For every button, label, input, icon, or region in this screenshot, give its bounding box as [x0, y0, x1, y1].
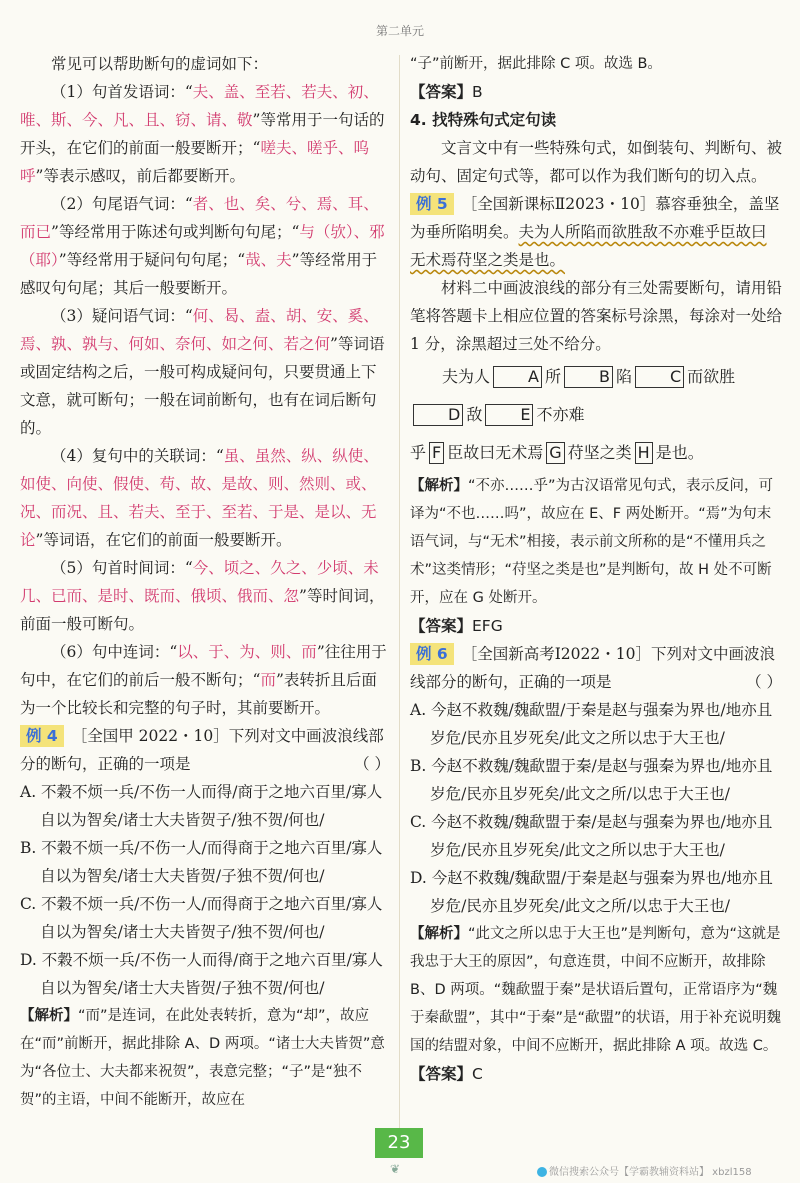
item-text: ”往往用于句中，在它们的前后一般不断句；“	[20, 643, 387, 689]
analysis-continued: “子”前断开，据此排除 C 项。故选 B。	[410, 56, 662, 72]
answer-value: EFG	[472, 617, 503, 635]
highlighted-words: 者、也、矣、兮、焉、耳、而已	[20, 195, 379, 241]
sentence-fragment: 乎	[410, 443, 427, 462]
wavy-underlined-text: 夫为人所陷而欲胜敌不亦难乎臣故曰无术焉苻坚之类是也。	[410, 223, 767, 269]
boxed-sentence-line-1	[410, 358, 782, 434]
option-a: A. 不穀不烦一兵/不伤一人而得/商于之地六百里/寡人自以为智矣/诸士大夫皆贺子/独不贺/何也/	[20, 783, 383, 829]
item-text: ”等常用于一句话的开头，在它们的前面一般要断开；“	[20, 111, 385, 157]
item-text: ”等表示感叹，前后都要断开。	[35, 167, 245, 185]
sentence-fragment: 臣故曰无术焉	[447, 443, 544, 462]
sentence-fragment: 是也。	[655, 443, 704, 462]
option-box-d: D	[413, 404, 463, 426]
sentence-fragment: 陷	[615, 367, 632, 386]
sentence-fragment: 夫为人	[442, 367, 491, 386]
option-box-b: B	[564, 366, 613, 388]
analysis-text: “此文之所以忠于大王也”是判断句，意为“这就是我忠于大王的原因”，句意连贯，中间不应断开，故排除 B、D 两项。“魏歃盟于秦”是状语后置句，正常语序为“魏于秦歃盟”，其中“于秦”是“歃盟”的状语，用于补充说明魏国的结盟对象，中间不应断开，据此排除 A 项。故选 C。	[410, 926, 782, 1054]
answer-6	[410, 1060, 782, 1088]
analysis-label: 【解析】	[410, 478, 468, 494]
item-text: （1）句首发语词：“	[51, 83, 193, 101]
analysis-text: “而”是连词，在此处表转折，意为“却”，故应在“而”前断开，据此排除 A、D 两项。“诸士大夫皆贺”意为“各位士、大夫都来祝贺”，表意完整；“子”是“独不贺”的主语，中间不能断开，故应在	[20, 1008, 385, 1108]
sentence-fragment: 苻坚之类	[567, 443, 632, 462]
option-d: D. 今赵不救魏/魏歃盟/于秦是赵与强秦为界也/地亦且岁危/民亦且岁死矣/此文之所/以忠于大王也/	[410, 869, 773, 915]
answer-label: 【答案】	[410, 83, 473, 101]
option-box-e: E	[485, 404, 533, 426]
column-divider	[399, 55, 400, 1130]
item-text: ”表转折且后面为一个比较长和完整的句子时，其前要断开。	[20, 671, 377, 717]
item-text: （5）句首时间词：“	[51, 559, 193, 577]
highlighted-words: 嗟夫、嗟乎、呜呼	[20, 139, 369, 185]
option-b: B. 今赵不救魏/魏歃盟于秦/是赵与强秦为界也/地亦且岁危/民亦且岁死矣/此文之所/以忠于大王也/	[410, 757, 773, 803]
option-box-g: G	[546, 442, 564, 464]
item-text: ”等经常用于陈述句或判断句句尾；“	[51, 223, 300, 241]
highlighted-words: 而	[260, 671, 276, 689]
answer-value: C	[472, 1065, 483, 1083]
answer-label: 【答案】	[410, 1065, 473, 1083]
sentence-fragment: 不亦难	[536, 405, 585, 424]
option-a: A. 今赵不救魏/魏歃盟/于秦是赵与强秦为界也/地亦且岁危/民亦且岁死矣/此文之所以忠于大王也/	[410, 701, 773, 747]
item-text: （4）复句中的关联词：“	[51, 447, 224, 465]
page-number: 23	[375, 1128, 423, 1158]
item-text: （2）句尾语气词：“	[51, 195, 193, 213]
material-instructions: 材料二中画波浪线的部分有三处需要断句，请用铅笔将答题卡上相应位置的答案标号涂黑，每涂对一处给 1 分，涂黑超过三处不给分。	[410, 279, 783, 353]
example-6	[410, 640, 782, 1088]
highlighted-words: 与（欤）、邪（耶）	[20, 223, 385, 269]
function-word-item	[20, 190, 390, 302]
example-5	[410, 190, 782, 640]
option-d: D. 不穀不烦一兵/不伤一人而得/商于之地六百里/寡人自以为智矣/诸士大夫皆贺/子独不贺/何也/	[20, 951, 383, 997]
analysis-label: 【解析】	[410, 926, 468, 942]
answer-label: 【答案】	[410, 617, 473, 635]
right-column	[410, 50, 782, 1088]
bird-decoration-icon: ❦	[390, 1162, 401, 1176]
function-word-item	[20, 78, 390, 190]
section-title: 4. 找特殊句式定句读	[410, 111, 557, 129]
option-box-a: A	[493, 366, 542, 388]
example-tag: 例 4	[20, 725, 64, 747]
analysis	[410, 920, 782, 1060]
left-column	[20, 50, 390, 1114]
section-text: 文言文中有一些特殊句式，如倒装句、判断句、被动句、固定句式等，都可以作为我们断句的切入点。	[410, 139, 783, 185]
highlighted-words: 以、于、为、则、而	[177, 643, 317, 661]
analysis-text: “不亦……乎”为古汉语常见句式，表示反问，可译为“不也……吗”，故应在 E、F 两处断开。“焉”为句末语气词，与“无术”相接，表示前文所称的是“不懂用兵之术”这类情形；“苻坚之类是也”是判断句，故 H 处不可断开，应在 G 处断开。	[410, 478, 774, 606]
highlighted-words: 夫、盖、至若、若夫、初、唯、斯、今、凡、且、窃、请、敬	[20, 83, 379, 129]
sentence-fragment: 所	[544, 367, 561, 386]
highlighted-words: 今、顷之、久之、少顷、未几、已而、是时、既而、俄顷、俄而、忽	[20, 559, 379, 605]
unit-header: 第二单元	[375, 24, 424, 38]
item-text: （6）句中连词：“	[51, 643, 178, 661]
option-box-f: F	[429, 442, 444, 464]
function-word-item	[20, 554, 390, 638]
item-text: ”等时间词，前面一般可断句。	[20, 587, 385, 633]
example-stem: ［全国新课标Ⅱ2023・10］慕容垂独全，盖坚为垂所陷明矣。	[410, 195, 780, 241]
wechat-icon	[537, 1167, 547, 1177]
watermark	[535, 1163, 752, 1178]
answer-5	[410, 612, 782, 640]
example-stem: ［全国甲 2022・10］下列对文中画波浪线部分的断句，正确的一项是	[20, 727, 384, 773]
example-tag: 例 5	[410, 193, 454, 215]
answer-paren: （ ）	[746, 673, 782, 691]
item-text: ”等词语，在它们的前面一般要断开。	[35, 531, 292, 549]
function-word-item	[20, 442, 390, 554]
answer-paren: （ ）	[354, 755, 390, 773]
intro-text: 常见可以帮助断句的虚词如下：	[51, 55, 269, 73]
option-box-h: H	[635, 442, 653, 464]
sentence-fragment: 敌	[466, 405, 483, 424]
answer-value: B	[472, 83, 483, 101]
function-word-item	[20, 638, 390, 722]
option-b: B. 不穀不烦一兵/不伤一人/而得商于之地六百里/寡人自以为智矣/诸士大夫皆贺/子独不贺/何也/	[20, 839, 383, 885]
option-box-c: C	[635, 366, 684, 388]
answer-4	[410, 78, 782, 106]
example-4	[20, 722, 390, 1114]
highlighted-words: 何、曷、盍、胡、安、奚、焉、孰、孰与、何如、奈何、如之何、若之何	[20, 307, 379, 353]
boxed-sentence-line-2	[410, 434, 782, 472]
item-text: ”等经常用于感叹句句尾；其后一般要断开。	[20, 251, 378, 297]
function-word-item	[20, 302, 390, 442]
analysis	[20, 1002, 390, 1114]
watermark-text: 微信搜索公众号【学霸教辅资料站】 xbzl158	[549, 1167, 752, 1178]
option-c: C. 不穀不烦一兵/不伤一人/而得商于之地六百里/寡人自以为智矣/诸士大夫皆贺子/独不贺/何也/	[20, 895, 383, 941]
highlighted-words: 虽、虽然、纵、纵使、如使、向使、假使、苟、故、是故、则、然则、或、况、而况、且、若夫、至于、至若、于是、是以、无论	[20, 447, 379, 549]
example-stem: ［全国新高考Ⅰ2022・10］下列对文中画波浪线部分的断句，正确的一项是	[410, 645, 775, 691]
function-word-list	[20, 78, 390, 722]
analysis	[410, 472, 782, 612]
analysis-label: 【解析】	[20, 1008, 78, 1024]
sentence-fragment: 而欲胜	[687, 367, 736, 386]
item-text: ”等经常用于疑问句句尾；“	[58, 251, 246, 269]
option-c: C. 今赵不救魏/魏歃盟于秦/是赵与强秦为界也/地亦且岁危/民亦且岁死矣/此文之所以忠于大王也/	[410, 813, 773, 859]
item-text: （3）疑问语气词：“	[51, 307, 193, 325]
item-text: ”等词语或固定结构之后，一般可构成疑问句，只要贯通上下文意，就可断句；一般在词前断句，也有在词后断句的。	[20, 335, 385, 437]
highlighted-words: 哉、夫	[245, 251, 292, 269]
example-tag: 例 6	[410, 643, 454, 665]
